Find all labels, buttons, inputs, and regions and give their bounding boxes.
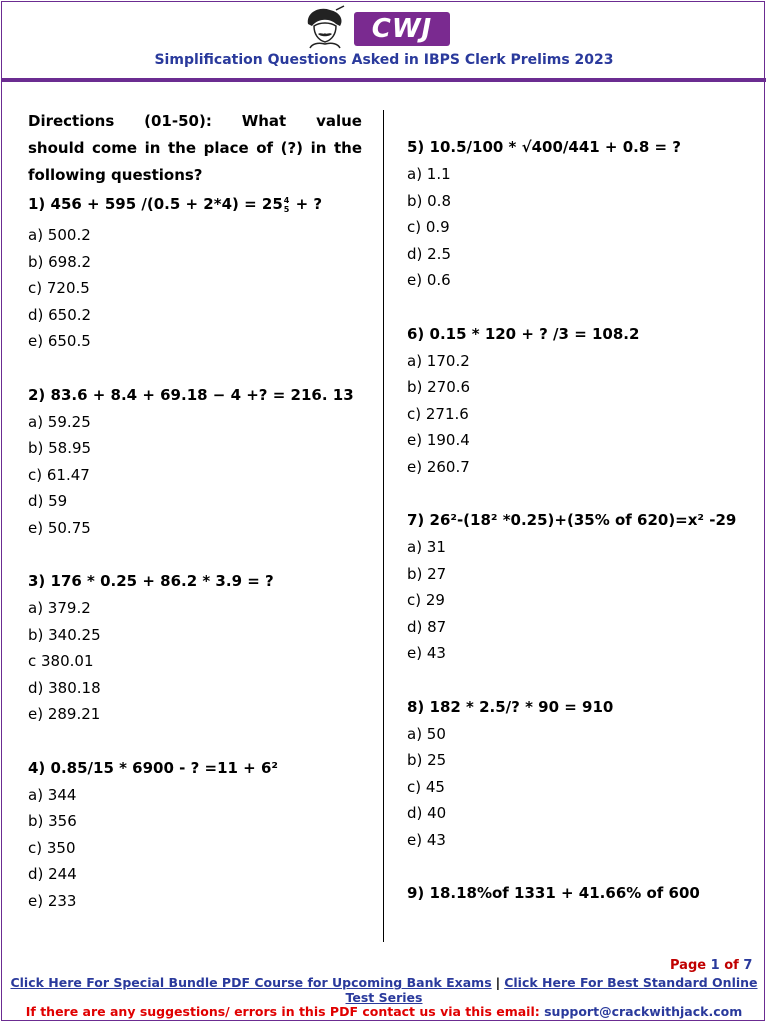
question-6: 6) 0.15 * 120 + ? /3 = 108.2 — [407, 324, 640, 343]
option: b) 0.8 — [407, 191, 451, 210]
directions-word: (01-50): — [144, 112, 212, 130]
directions-word: Directions — [28, 112, 115, 130]
link-separator: | — [495, 975, 501, 990]
support-email-link[interactable]: support@crackwithjack.com — [544, 1004, 743, 1019]
directions-text: should come in the place of (?) in the following questions? — [28, 139, 362, 184]
option: e) 0.6 — [407, 271, 451, 289]
question-9: 9) 18.18%of 1331 + 41.66% of 600 — [407, 884, 700, 902]
question-1-text-end: + ? — [290, 195, 323, 213]
page-number — [670, 958, 752, 973]
directions — [28, 108, 362, 189]
question-5: 5) 10.5/100 * √400/441 + 0.8 = ? — [407, 138, 682, 156]
option: a) 31 — [407, 538, 446, 556]
option: c) 61.47 — [28, 465, 90, 484]
option: b) 25 — [407, 751, 447, 769]
logo-text: CWJ — [354, 12, 450, 46]
option: a) 170.2 — [407, 351, 470, 370]
founder-portrait-icon — [300, 4, 350, 50]
question-1 — [28, 191, 362, 218]
option: e) 260.7 — [407, 457, 470, 476]
question-7: 7) 26²-(18² *0.25)+(35% of 620)=x² -29 — [407, 511, 737, 529]
footer-note-text: If there are any suggestions/ errors in this PDF contact us via this email: — [25, 1004, 540, 1019]
question-3: 3) 176 * 0.25 + 86.2 * 3.9 = ? — [28, 572, 274, 590]
option: b) 698.2 — [28, 252, 92, 271]
page-label: Page — [670, 958, 707, 973]
option: a) 59.25 — [28, 412, 91, 431]
option: d) 380.18 — [28, 678, 101, 697]
fraction-numerator: 4 — [283, 195, 290, 205]
option: c) 720.5 — [28, 279, 90, 297]
option: a) 1.1 — [407, 165, 451, 183]
option: d) 87 — [407, 617, 447, 636]
question-4: 4) 0.85/15 * 6900 - ? =11 + 6² — [28, 758, 278, 777]
test-series-link[interactable]: Click Here For Best Standard Online Test Series — [345, 975, 758, 1005]
header-rule — [2, 78, 766, 82]
page-title: Simplification Questions Asked in IBPS Clerk Prelims 2023 — [154, 52, 614, 68]
option: d) 40 — [407, 804, 447, 822]
fraction — [284, 196, 290, 214]
directions-word: value — [316, 112, 362, 130]
footer-links — [0, 975, 768, 1005]
question-8: 8) 182 * 2.5/? * 90 = 910 — [407, 697, 614, 716]
option: d) 650.2 — [28, 305, 92, 324]
option: d) 244 — [28, 865, 77, 883]
option: e) 50.75 — [28, 518, 91, 537]
option: c) 0.9 — [407, 218, 450, 236]
option: c) 29 — [407, 591, 445, 609]
option: a) 500.2 — [28, 226, 91, 244]
option: e) 43 — [407, 644, 446, 662]
bundle-course-link[interactable]: Click Here For Special Bundle PDF Course for Upcoming Bank Exams — [10, 975, 492, 990]
directions-word: What — [241, 112, 287, 130]
option: c) 350 — [28, 838, 76, 857]
page-current: 1 — [710, 958, 720, 973]
question-1-text: 1) 456 + 595 /(0.5 + 2*4) = 25 — [28, 195, 283, 213]
page-total: 7 — [743, 958, 753, 973]
option: b) 27 — [407, 564, 447, 583]
option: e) 650.5 — [28, 332, 91, 350]
option: c) 45 — [407, 777, 445, 796]
column-divider — [383, 110, 384, 942]
option: d) 59 — [28, 492, 68, 510]
option: e) 43 — [407, 830, 446, 849]
page-of: of — [724, 958, 739, 973]
option: e) 190.4 — [407, 431, 470, 449]
option: a) 50 — [407, 724, 446, 743]
option: b) 270.6 — [407, 378, 471, 396]
option: b) 356 — [28, 812, 77, 830]
page-header — [0, 0, 768, 84]
fraction-denominator: 5 — [283, 204, 290, 214]
option: b) 58.95 — [28, 439, 92, 457]
option: c 380.01 — [28, 652, 94, 670]
option: d) 2.5 — [407, 244, 451, 263]
option: a) 379.2 — [28, 599, 91, 617]
left-column — [28, 108, 362, 914]
option: c) 271.6 — [407, 404, 469, 423]
question-2: 2) 83.6 + 8.4 + 69.18 − 4 +? = 216. 13 — [28, 385, 354, 404]
right-column — [407, 134, 737, 907]
option: b) 340.25 — [28, 625, 101, 644]
option: e) 289.21 — [28, 705, 101, 723]
footer-note — [0, 1004, 768, 1019]
option: e) 233 — [28, 891, 77, 910]
option: a) 344 — [28, 785, 77, 804]
